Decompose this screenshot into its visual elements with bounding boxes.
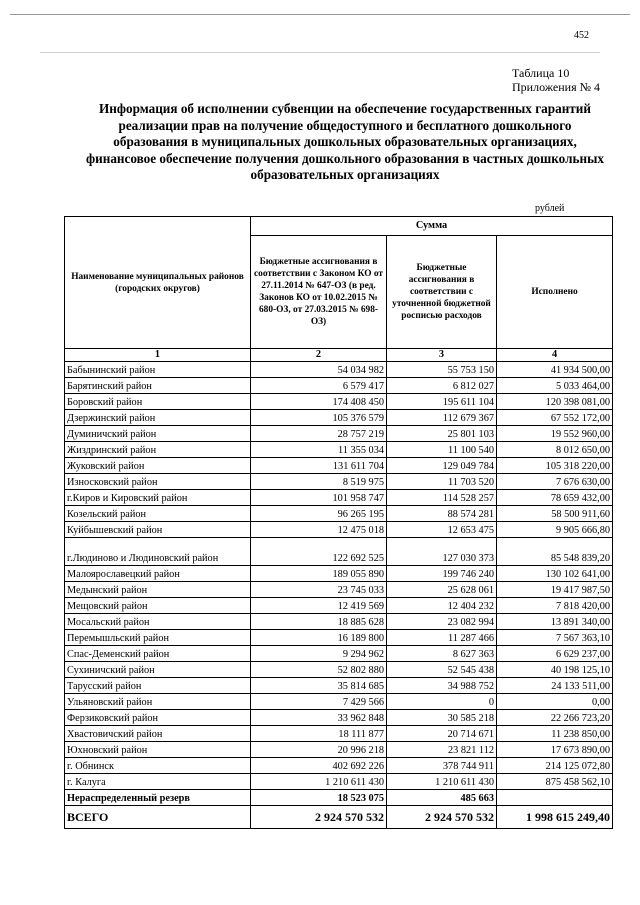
table-reference <box>512 66 600 94</box>
budget-schedule-cell: 1 210 611 430 <box>387 774 497 790</box>
executed-cell: 0,00 <box>497 694 613 710</box>
executed-cell: 7 567 363,10 <box>497 630 613 646</box>
budget-schedule-cell: 199 746 240 <box>387 566 497 582</box>
region-name-cell: Нераспределенный резерв <box>65 790 251 806</box>
total-budget-schedule-cell: 2 924 570 532 <box>387 806 497 829</box>
budget-law-cell: 189 055 890 <box>251 566 387 582</box>
col-number: 1 <box>65 349 251 362</box>
executed-cell: 8 012 650,00 <box>497 442 613 458</box>
budget-schedule-cell: 112 679 367 <box>387 410 497 426</box>
region-name-cell: Малоярославецкий район <box>65 566 251 582</box>
budget-schedule-cell: 129 049 784 <box>387 458 497 474</box>
executed-cell: 22 266 723,20 <box>497 710 613 726</box>
table-row <box>65 790 613 806</box>
table-row <box>65 662 613 678</box>
header-col4: Исполнено <box>497 236 613 349</box>
budget-schedule-cell: 114 528 257 <box>387 490 497 506</box>
budget-schedule-cell: 11 703 520 <box>387 474 497 490</box>
budget-law-cell: 16 189 800 <box>251 630 387 646</box>
executed-cell: 6 629 237,00 <box>497 646 613 662</box>
region-name-cell: Барятинский район <box>65 378 251 394</box>
region-name-cell: Жиздринский район <box>65 442 251 458</box>
budget-schedule-cell: 485 663 <box>387 790 497 806</box>
table-row <box>65 522 613 538</box>
scan-dash-line <box>40 52 600 53</box>
table-row <box>65 598 613 614</box>
budget-schedule-cell: 6 812 027 <box>387 378 497 394</box>
budget-schedule-cell: 23 082 994 <box>387 614 497 630</box>
region-name-cell: Медынский район <box>65 582 251 598</box>
region-name-cell: Хвастовичский район <box>65 726 251 742</box>
table-ref-line1: Таблица 10 <box>512 66 570 80</box>
region-name-cell: Сухиничский район <box>65 662 251 678</box>
budget-schedule-cell: 30 585 218 <box>387 710 497 726</box>
budget-schedule-cell: 88 574 281 <box>387 506 497 522</box>
budget-law-cell: 11 355 034 <box>251 442 387 458</box>
header-col2: Бюджетные ассигнования в соответствии с Законом КО от 27.11.2014 № 647-ОЗ (в ред. Законов КО от 10.02.2015 № 680-ОЗ, от 27.03.2015 № 698-ОЗ) <box>251 236 387 349</box>
executed-cell: 9 905 666,80 <box>497 522 613 538</box>
table-row <box>65 442 613 458</box>
budget-schedule-cell: 8 627 363 <box>387 646 497 662</box>
region-name-cell: Мещовский район <box>65 598 251 614</box>
budget-law-cell: 6 579 417 <box>251 378 387 394</box>
budget-law-cell: 8 519 975 <box>251 474 387 490</box>
budget-law-cell: 9 294 962 <box>251 646 387 662</box>
region-name-cell: Мосальский район <box>65 614 251 630</box>
budget-schedule-cell: 127 030 373 <box>387 538 497 566</box>
budget-schedule-cell: 0 <box>387 694 497 710</box>
budget-law-cell: 1 210 611 430 <box>251 774 387 790</box>
budget-law-cell: 23 745 033 <box>251 582 387 598</box>
total-executed-cell: 1 998 615 249,40 <box>497 806 613 829</box>
executed-cell: 41 934 500,00 <box>497 362 613 378</box>
currency-unit: рублей <box>535 203 565 214</box>
header-name: Наименование муниципальных районов (городских округов) <box>65 217 251 349</box>
executed-cell: 78 659 432,00 <box>497 490 613 506</box>
table-row <box>65 726 613 742</box>
executed-cell: 58 500 911,60 <box>497 506 613 522</box>
table-row <box>65 410 613 426</box>
executed-cell: 19 417 987,50 <box>497 582 613 598</box>
table-row <box>65 774 613 790</box>
region-name-cell: Думиничский район <box>65 426 251 442</box>
table-row <box>65 742 613 758</box>
region-name-cell: Тарусский район <box>65 678 251 694</box>
budget-schedule-cell: 11 100 540 <box>387 442 497 458</box>
table-row <box>65 490 613 506</box>
executed-cell: 67 552 172,00 <box>497 410 613 426</box>
budget-law-cell: 12 475 018 <box>251 522 387 538</box>
executed-cell: 17 673 890,00 <box>497 742 613 758</box>
budget-schedule-cell: 195 611 104 <box>387 394 497 410</box>
budget-schedule-cell: 20 714 671 <box>387 726 497 742</box>
region-name-cell: г. Калуга <box>65 774 251 790</box>
table-row <box>65 566 613 582</box>
region-name-cell: Козельский район <box>65 506 251 522</box>
executed-cell: 5 033 464,00 <box>497 378 613 394</box>
region-name-cell: Перемышльский район <box>65 630 251 646</box>
budget-law-cell: 105 376 579 <box>251 410 387 426</box>
budget-schedule-cell: 25 628 061 <box>387 582 497 598</box>
budget-law-cell: 101 958 747 <box>251 490 387 506</box>
region-name-cell: Ферзиковский район <box>65 710 251 726</box>
budget-schedule-cell: 23 821 112 <box>387 742 497 758</box>
header-col3: Бюджетные ассигнования в соответствии с уточненной бюджетной росписью расходов <box>387 236 497 349</box>
executed-cell: 40 198 125,10 <box>497 662 613 678</box>
budget-law-cell: 20 996 218 <box>251 742 387 758</box>
budget-schedule-cell: 25 801 103 <box>387 426 497 442</box>
budget-schedule-cell: 378 744 911 <box>387 758 497 774</box>
budget-law-cell: 122 692 525 <box>251 538 387 566</box>
table-row <box>65 426 613 442</box>
table-row <box>65 694 613 710</box>
executed-cell: 24 133 511,00 <box>497 678 613 694</box>
table-row <box>65 394 613 410</box>
executed-cell: 13 891 340,00 <box>497 614 613 630</box>
budget-law-cell: 96 265 195 <box>251 506 387 522</box>
executed-cell: 7 676 630,00 <box>497 474 613 490</box>
budget-schedule-cell: 52 545 438 <box>387 662 497 678</box>
executed-cell: 19 552 960,00 <box>497 426 613 442</box>
table-row <box>65 630 613 646</box>
region-name-cell: г.Киров и Кировский район <box>65 490 251 506</box>
budget-law-cell: 402 692 226 <box>251 758 387 774</box>
budget-law-cell: 18 523 075 <box>251 790 387 806</box>
region-name-cell: Жуковский район <box>65 458 251 474</box>
executed-cell: 7 818 420,00 <box>497 598 613 614</box>
page-number: 452 <box>574 30 589 41</box>
table-row <box>65 362 613 378</box>
budget-schedule-cell: 55 753 150 <box>387 362 497 378</box>
executed-cell: 214 125 072,80 <box>497 758 613 774</box>
header-sum: Сумма <box>251 217 613 236</box>
budget-law-cell: 12 419 569 <box>251 598 387 614</box>
budget-law-cell: 18 885 628 <box>251 614 387 630</box>
table-row <box>65 678 613 694</box>
col-number: 3 <box>387 349 497 362</box>
table-row <box>65 582 613 598</box>
table-row <box>65 710 613 726</box>
executed-cell: 130 102 641,00 <box>497 566 613 582</box>
region-name-cell: Дзержинский район <box>65 410 251 426</box>
region-name-cell: Боровский район <box>65 394 251 410</box>
scan-top-line <box>10 14 630 15</box>
table-row <box>65 758 613 774</box>
budget-law-cell: 28 757 219 <box>251 426 387 442</box>
region-name-cell: Износковский район <box>65 474 251 490</box>
table-row <box>65 474 613 490</box>
table-row <box>65 538 613 566</box>
table-ref-line2: Приложения № 4 <box>512 80 601 94</box>
region-name-cell: Спас-Деменский район <box>65 646 251 662</box>
col-number: 2 <box>251 349 387 362</box>
table-row <box>65 646 613 662</box>
budget-law-cell: 52 802 880 <box>251 662 387 678</box>
total-row <box>65 806 613 829</box>
total-budget-law-cell: 2 924 570 532 <box>251 806 387 829</box>
executed-cell: 11 238 850,00 <box>497 726 613 742</box>
region-name-cell: Бабынинский район <box>65 362 251 378</box>
executed-cell: 105 318 220,00 <box>497 458 613 474</box>
region-name-cell: г. Обнинск <box>65 758 251 774</box>
document-title: Информация об исполнении субвенции на обеспечение государственных гарантий реализации прав на получение общедоступного и бесплатного дошкольного образования в муниципальных дошкольных образовательных организациях, финансовое обеспечение получения дошкольного образования в частных дошкольных образовательных организациях <box>86 101 604 182</box>
executed-cell: 85 548 839,20 <box>497 538 613 566</box>
region-name-cell: Юхновский район <box>65 742 251 758</box>
table-row <box>65 614 613 630</box>
budget-schedule-cell: 11 287 466 <box>387 630 497 646</box>
executed-cell: 875 458 562,10 <box>497 774 613 790</box>
budget-law-cell: 7 429 566 <box>251 694 387 710</box>
col-number: 4 <box>497 349 613 362</box>
region-name-cell: Куйбышевский район <box>65 522 251 538</box>
region-name-cell: Ульяновский район <box>65 694 251 710</box>
region-name-cell: г.Людиново и Людиновский район <box>65 538 251 566</box>
total-label-cell: ВСЕГО <box>65 806 251 829</box>
executed-cell: 120 398 081,00 <box>497 394 613 410</box>
budget-law-cell: 18 111 877 <box>251 726 387 742</box>
column-number-row <box>65 349 613 362</box>
executed-cell <box>497 790 613 806</box>
budget-law-cell: 54 034 982 <box>251 362 387 378</box>
budget-law-cell: 35 814 685 <box>251 678 387 694</box>
budget-law-cell: 131 611 704 <box>251 458 387 474</box>
table-row <box>65 378 613 394</box>
budget-law-cell: 33 962 848 <box>251 710 387 726</box>
table-row <box>65 458 613 474</box>
budget-schedule-cell: 34 988 752 <box>387 678 497 694</box>
budget-law-cell: 174 408 450 <box>251 394 387 410</box>
budget-schedule-cell: 12 404 232 <box>387 598 497 614</box>
table-row <box>65 506 613 522</box>
budget-schedule-cell: 12 653 475 <box>387 522 497 538</box>
execution-table <box>64 216 613 829</box>
